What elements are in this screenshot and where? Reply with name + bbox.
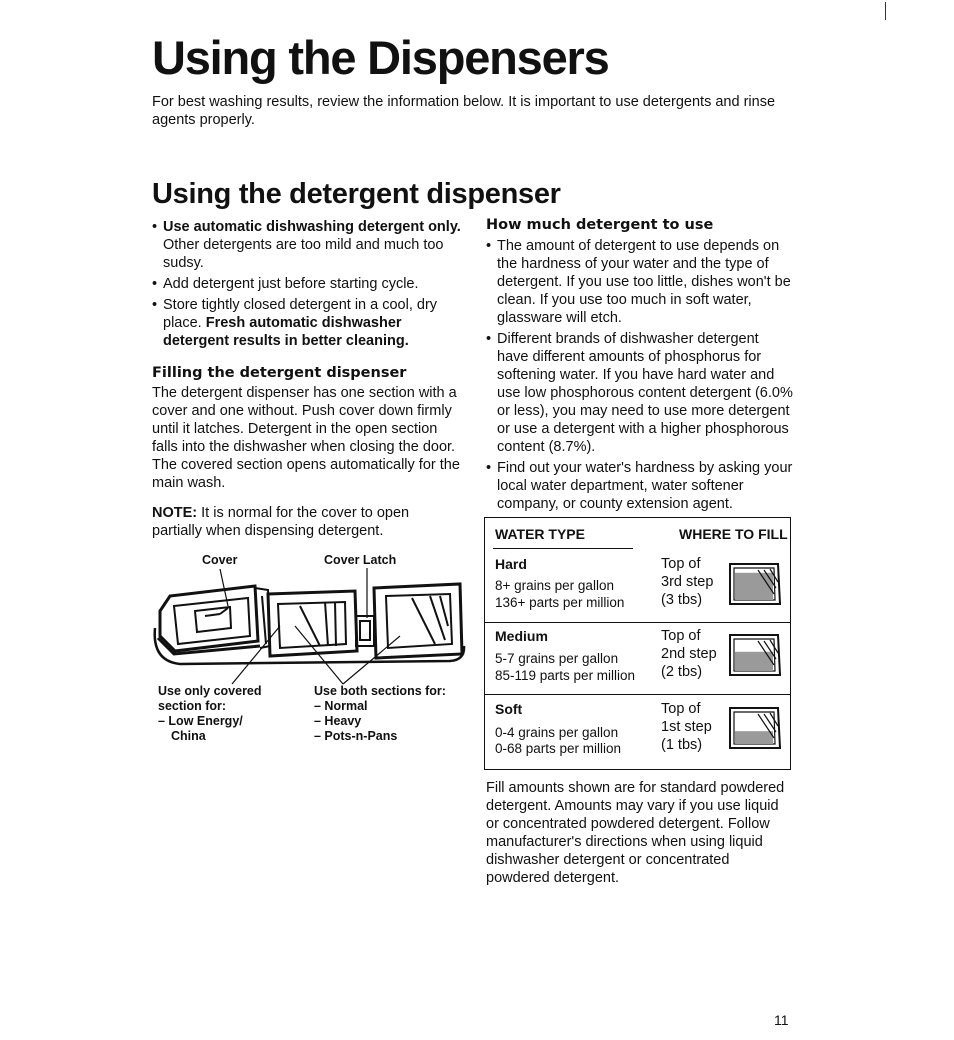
ppm: 136+ parts per million (495, 595, 625, 610)
intro-text: For best washing results, review the information below. It is important to use detergents and rinse agents properly. (152, 94, 776, 128)
water-type-label: Soft (495, 701, 523, 717)
caption-line: – Low Energy/ (158, 714, 243, 728)
bullet-text: Store tightly closed detergent in a cool, dry place. (163, 297, 438, 331)
header-underline (493, 548, 633, 549)
col-header-water-type: WATER TYPE (495, 526, 585, 542)
footer-note: Fill amounts shown are for standard powdered detergent. Amounts may vary if you use liquid or concentrated powdered detergent. Follow manufacturer's directions when using liquid dishwasher detergent or concentrated powdered detergent. (486, 780, 785, 886)
fill-line: Top of (661, 556, 701, 572)
section-heading-detergent: Using the detergent dispenser (152, 178, 561, 210)
page-number: 11 (774, 1012, 789, 1028)
ppm: 85-119 parts per million (495, 668, 636, 683)
detergent-bullets (152, 218, 462, 350)
fill-line: 3rd step (661, 574, 714, 590)
page-title: Using the Dispensers (152, 31, 609, 84)
caption-line: – Heavy (314, 714, 362, 728)
caption-covered-only (158, 684, 262, 744)
fill-line: (3 tbs) (661, 592, 703, 608)
how-much-bullets (486, 237, 794, 513)
bullet-bold: Fresh automatic dishwasher detergent results in better cleaning. (163, 315, 409, 349)
grains: 5-7 grains per gallon (495, 651, 619, 666)
list-item (152, 296, 462, 350)
dispenser-diagram (150, 566, 470, 686)
caption-line: Use both sections for: (314, 684, 446, 698)
how-much-heading: How much detergent to use (486, 217, 714, 233)
fill-line: Top of (661, 628, 701, 644)
filling-heading: Filling the detergent dispenser (152, 365, 407, 381)
fill-cup-icon (728, 704, 784, 752)
note-label: NOTE: (152, 505, 198, 521)
right-column (486, 216, 794, 516)
fill-line: 1st step (661, 719, 712, 735)
left-column (152, 218, 462, 540)
list-item: • Find out your water's hardness by asking your local water department, water softener company, or county extension agent. (486, 459, 794, 513)
fill-line: Top of (661, 701, 701, 717)
ppm: 0-68 parts per million (495, 741, 622, 756)
water-type-label: Hard (495, 556, 527, 572)
bullet-text: Other detergents are too mild and much too sudsy. (163, 237, 444, 271)
caption-both-sections (314, 684, 446, 744)
list-item: • Different brands of dishwasher detergent have different amounts of phosphorus for softening water. If you have hard water and use low phosphorous content detergent (6.0% or less), you may need to use more detergent or use a detergent with a higher phosphorous content (8.7%). (486, 330, 794, 456)
bullet-bold: Use automatic dishwashing detergent only. (163, 219, 461, 235)
bullet-text: Add detergent just before starting cycle. (163, 276, 419, 292)
water-type-label: Medium (495, 628, 548, 644)
label-cover-latch: Cover Latch (324, 553, 397, 567)
caption-line: – Normal (314, 699, 368, 713)
list-item (152, 275, 462, 293)
grains: 8+ grains per gallon (495, 578, 614, 593)
fill-line: (1 tbs) (661, 737, 703, 753)
list-item (152, 218, 462, 272)
label-cover: Cover (202, 553, 238, 567)
caption-line: Use only covered (158, 684, 262, 698)
fill-line: 2nd step (661, 646, 717, 662)
detergent-fill-level (735, 731, 773, 744)
grains: 0-4 grains per gallon (495, 725, 619, 740)
detergent-fill-level (735, 573, 773, 600)
caption-line: China (171, 729, 206, 743)
note-text: It is normal for the cover to open partially when dispensing detergent. (152, 505, 410, 539)
fill-cup-icon (728, 560, 784, 608)
fill-cup-icon (728, 631, 784, 679)
note (152, 504, 462, 540)
fill-line: (2 tbs) (661, 664, 703, 680)
filling-text: The detergent dispenser has one section with a cover and one without. Push cover down firmly until it latches. Detergent in the open section falls into the dishwasher when closing the door. The covered section opens automatically for the main wash. (152, 385, 460, 491)
water-type-table (484, 517, 791, 770)
caption-line: section for: (158, 699, 227, 713)
col-header-where-to-fill: WHERE TO FILL (679, 526, 788, 542)
margin-mark (885, 2, 886, 20)
list-item: • The amount of detergent to use depends on the hardness of your water and the type of detergent. If you use too little, dishes won't be clean. If you use too much in soft water, glassware will etch. (486, 237, 794, 327)
caption-line: – Pots-n-Pans (314, 729, 398, 743)
